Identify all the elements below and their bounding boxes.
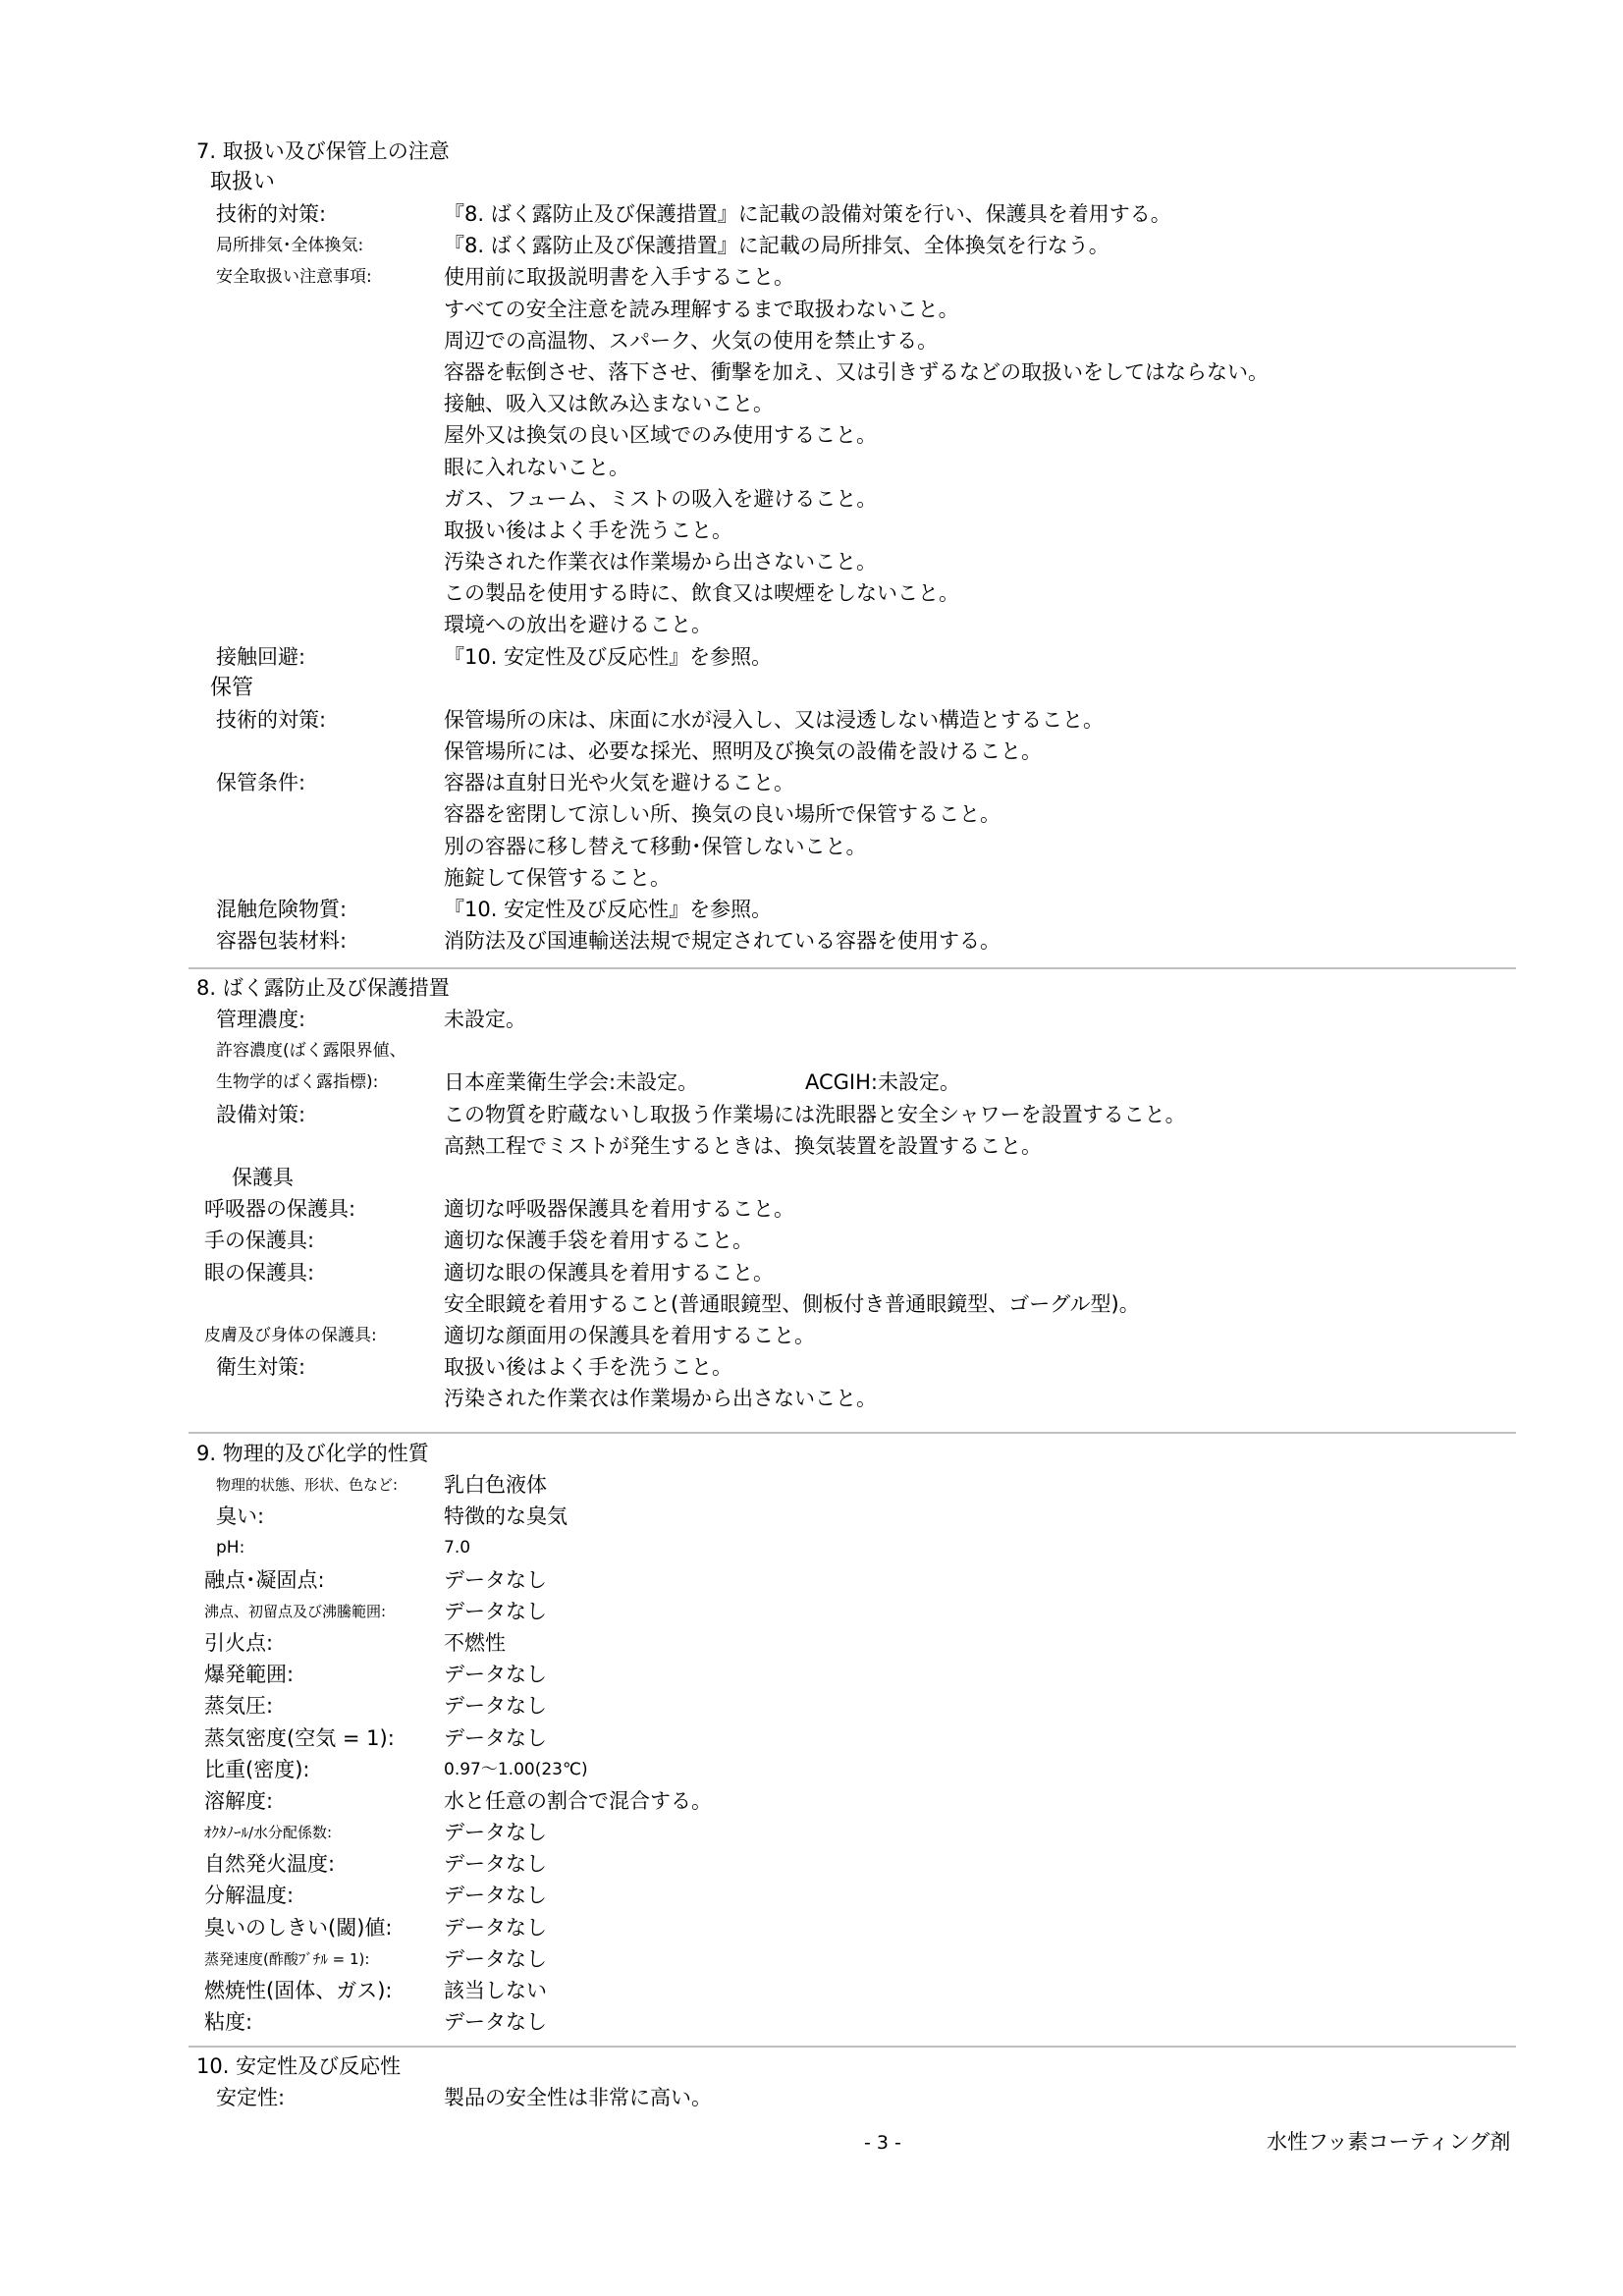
property-label: pH: (216, 1538, 245, 1558)
storage-cond-line: 施錠して保管すること。 (444, 865, 671, 890)
tech-measures-value: 『8. ばく露防止及び保護措置』に記載の設備対策を行い、保護具を着用する。 (444, 202, 1171, 226)
storage-tech-label: 技術的対策: (216, 707, 327, 732)
safe-handling-row (196, 546, 1512, 577)
equipment-row (196, 1130, 1512, 1162)
eye-label: 眼の保護具: (204, 1260, 315, 1285)
property-label: 沸点、初留点及び沸騰範囲: (204, 1602, 387, 1620)
control-conc-value: 未設定。 (444, 1008, 526, 1031)
property-label: 融点･凝固点: (204, 1567, 325, 1592)
equipment-line: この物質を貯蔵ないし取扱う作業場には洗眼器と安全シャワーを設置すること。 (444, 1102, 1186, 1126)
property-label: 臭い: (216, 1504, 265, 1529)
skin-label: 皮膚及び身体の保護具: (204, 1325, 377, 1345)
property-row (196, 1754, 1512, 1785)
property-row (196, 1596, 1512, 1627)
property-value: 0.97～1.00(23℃) (444, 1759, 588, 1779)
hand-row (196, 1225, 1512, 1256)
stability-label: 安定性: (216, 2086, 286, 2109)
property-label: ｵｸﾀﾉｰﾙ/水分配係数: (204, 1824, 333, 1842)
contact-avoid-label: 接触回避: (216, 644, 306, 669)
property-row (196, 1659, 1512, 1690)
equipment-row (196, 1099, 1512, 1130)
property-value: データなし (444, 1946, 547, 1971)
storage-cond-row (196, 798, 1512, 830)
eye-row (196, 1257, 1512, 1288)
skin-row (196, 1320, 1512, 1351)
stability-row (196, 2082, 1512, 2113)
property-label: 溶解度: (204, 1788, 274, 1813)
storage-heading: 保管 (210, 675, 254, 700)
safe-handling-line: 使用前に取扱説明書を入手すること。 (444, 265, 794, 290)
safe-handling-row (196, 294, 1512, 325)
property-value: データなし (444, 1915, 547, 1940)
property-row (196, 1943, 1512, 1975)
safe-handling-row (196, 483, 1512, 515)
safe-handling-line: 屋外又は換気の良い区域でのみ使用すること。 (444, 423, 877, 448)
contact-avoid-row (196, 641, 1512, 673)
page-number: - 3 - (864, 2132, 901, 2154)
section-9-title: 9. 物理的及び化学的性質 (196, 1442, 429, 1465)
handling-heading: 取扱い (210, 170, 276, 194)
property-value: データなし (444, 1567, 547, 1592)
section-7-title: 7. 取扱い及び保管上の注意 (196, 139, 450, 163)
property-value: データなし (444, 1884, 547, 1908)
property-label: 物理的状態、形状、色など: (216, 1476, 399, 1494)
storage-cond-row (196, 862, 1512, 894)
section-divider (189, 1432, 1516, 1434)
safe-handling-row (196, 419, 1512, 451)
property-label: 蒸発速度(酢酸ﾌﾞﾁﾙ = 1): (204, 1949, 370, 1968)
eye-row (196, 1288, 1512, 1320)
storage-cond-label: 保管条件: (216, 771, 306, 795)
storage-cond-row (196, 767, 1512, 798)
respiratory-label: 呼吸器の保護具: (204, 1197, 356, 1222)
property-row (196, 1627, 1512, 1659)
property-label: 燃焼性(固体、ガス): (204, 1979, 393, 2002)
respiratory-value: 適切な呼吸器保護具を着用すること。 (444, 1197, 794, 1222)
section-divider (189, 2046, 1516, 2048)
acgih-value: ACGIH:未設定。 (805, 1070, 960, 1095)
incompatible-row (196, 894, 1512, 925)
contact-avoid-value: 『10. 安定性及び反応性』を参照。 (444, 644, 773, 669)
property-label: 蒸気密度(空気 = 1): (204, 1725, 395, 1750)
eye-line: 適切な眼の保護具を着用すること。 (444, 1260, 774, 1285)
safe-handling-line: 周辺での高温物、スパーク、火気の使用を禁止する。 (444, 328, 939, 353)
ppe-heading: 保護具 (232, 1165, 294, 1189)
section-10-title: 10. 安定性及び反応性 (196, 2054, 402, 2078)
storage-tech-line: 保管場所の床は、床面に水が浸入し、又は浸透しない構造とすること。 (444, 707, 1104, 732)
safe-handling-line: 汚染された作業衣は作業場から出さないこと。 (444, 550, 877, 574)
local-exhaust-label: 局所排気･全体換気: (216, 236, 364, 256)
stability-value: 製品の安全性は非常に高い。 (444, 2086, 712, 2109)
safe-handling-row (196, 356, 1512, 388)
hygiene-line: 取扱い後はよく手を洗うこと。 (444, 1355, 732, 1380)
property-row (196, 1501, 1512, 1532)
property-row (196, 1722, 1512, 1754)
safe-handling-line: 眼に入れないこと。 (444, 455, 629, 479)
property-label: 蒸気圧: (204, 1694, 274, 1719)
property-row (196, 1848, 1512, 1880)
property-value: データなし (444, 1599, 547, 1623)
safe-handling-row (196, 325, 1512, 356)
control-conc-label: 管理濃度: (216, 1008, 306, 1031)
property-value: データなし (444, 1725, 547, 1750)
packaging-row (196, 925, 1512, 957)
property-label: 爆発範囲: (204, 1663, 295, 1687)
property-label: 粘度: (204, 2010, 253, 2035)
section-8-title: 8. ばく露防止及び保護措置 (196, 976, 450, 1000)
safe-handling-row (196, 388, 1512, 419)
hand-label: 手の保護具: (204, 1229, 315, 1253)
property-row (196, 1564, 1512, 1596)
safe-handling-row (196, 515, 1512, 546)
property-value: データなし (444, 1821, 547, 1845)
packaging-label: 容器包装材料: (216, 929, 348, 954)
property-label: 比重(密度): (204, 1757, 310, 1781)
safe-handling-line: 環境への放出を避けること。 (444, 613, 712, 637)
storage-tech-line: 保管場所には、必要な採光、照明及び換気の設備を設けること。 (444, 739, 1042, 763)
property-row (196, 2006, 1512, 2038)
storage-cond-row (196, 831, 1512, 862)
allowable-conc-label: 生物学的ばく露指標): (216, 1072, 379, 1093)
property-row (196, 1690, 1512, 1722)
section-7 (196, 136, 1512, 957)
safe-handling-line: すべての安全注意を読み理解するまで取扱わないこと。 (444, 297, 959, 321)
tech-measures-label: 技術的対策: (216, 202, 327, 226)
hand-value: 適切な保護手袋を着用すること。 (444, 1229, 753, 1253)
local-exhaust-row (196, 230, 1512, 261)
safe-handling-row (196, 261, 1512, 293)
property-row (196, 1880, 1512, 1911)
property-label: 分解温度: (204, 1884, 295, 1908)
eye-line: 安全眼鏡を着用すること(普通眼鏡型、側板付き普通眼鏡型、ゴーグル型)。 (444, 1291, 1140, 1316)
property-value: データなし (444, 2010, 547, 2035)
storage-cond-line: 容器は直射日光や火気を避けること。 (444, 771, 794, 795)
storage-tech-row (196, 736, 1512, 767)
hygiene-label: 衛生対策: (216, 1355, 306, 1380)
property-row (196, 1532, 1512, 1563)
section-10 (196, 2050, 1512, 2113)
property-value: 不燃性 (444, 1630, 506, 1655)
property-value: データなし (444, 1663, 547, 1687)
section-divider (189, 967, 1516, 969)
property-value: 7.0 (444, 1538, 471, 1558)
equipment-label: 設備対策: (216, 1102, 306, 1126)
hygiene-row (196, 1383, 1512, 1414)
respiratory-row (196, 1193, 1512, 1225)
incompatible-label: 混触危険物質: (216, 897, 348, 921)
storage-cond-line: 別の容器に移し替えて移動･保管しないこと。 (444, 834, 867, 858)
property-value: 水と任意の割合で混合する。 (444, 1788, 712, 1813)
property-value: データなし (444, 1852, 547, 1877)
ppe-heading-row (196, 1162, 1512, 1193)
property-row (196, 1912, 1512, 1943)
safe-handling-line: ガス、フューム、ミストの吸入を避けること。 (444, 486, 878, 511)
packaging-value: 消防法及び国連輸送法規で規定されている容器を使用する。 (444, 929, 1001, 954)
safe-handling-line: 接触、吸入又は飲み込まないこと。 (444, 392, 774, 416)
hygiene-row (196, 1351, 1512, 1383)
storage-cond-line: 容器を密閉して涼しい所、換気の良い場所で保管すること。 (444, 802, 1001, 827)
incompatible-value: 『10. 安定性及び反応性』を参照。 (444, 897, 773, 921)
allowable-conc-row (196, 1035, 1512, 1066)
property-value: 特徴的な臭気 (444, 1504, 568, 1529)
property-value: 該当しない (444, 1979, 547, 2002)
safe-handling-row (196, 577, 1512, 609)
allowable-conc-value: 日本産業衛生学会:未設定。 (444, 1070, 699, 1095)
property-row (196, 1817, 1512, 1848)
property-label: 自然発火温度: (204, 1852, 336, 1877)
local-exhaust-value: 『8. ばく露防止及び保護措置』に記載の局所排気、全体換気を行なう。 (444, 234, 1109, 258)
property-row (196, 1975, 1512, 2006)
control-conc-row (196, 1004, 1512, 1035)
property-value: 乳白色液体 (444, 1473, 547, 1497)
section-8 (196, 972, 1512, 1414)
safe-handling-label: 安全取扱い注意事項: (216, 267, 372, 288)
property-row (196, 1785, 1512, 1817)
safe-handling-line: 取扱い後はよく手を洗うこと。 (444, 518, 732, 542)
allowable-conc-row (196, 1066, 1512, 1098)
skin-value: 適切な顔面用の保護具を着用すること。 (444, 1323, 815, 1347)
equipment-line: 高熱工程でミストが発生するときは、換気装置を設置すること。 (444, 1133, 1042, 1158)
allowable-conc-label: 許容濃度(ばく露限界値、 (216, 1041, 406, 1062)
product-name: 水性フッ素コーティング剤 (1267, 2130, 1511, 2154)
storage-tech-row (196, 704, 1512, 736)
safe-handling-line: この製品を使用する時に、飲食又は喫煙をしないこと。 (444, 581, 959, 606)
tech-measures-row (196, 198, 1512, 230)
property-value: データなし (444, 1694, 547, 1719)
section-9 (196, 1438, 1512, 2038)
safe-handling-row (196, 609, 1512, 640)
safe-handling-line: 容器を転倒させ、落下させ、衝撃を加え、又は引きずるなどの取扱いをしてはならない。 (444, 359, 1269, 384)
property-label: 臭いのしきい(閾)値: (204, 1915, 393, 1940)
property-label: 引火点: (204, 1630, 274, 1655)
hygiene-line: 汚染された作業衣は作業場から出さないこと。 (444, 1387, 877, 1411)
safe-handling-row (196, 452, 1512, 483)
property-row (196, 1469, 1512, 1501)
